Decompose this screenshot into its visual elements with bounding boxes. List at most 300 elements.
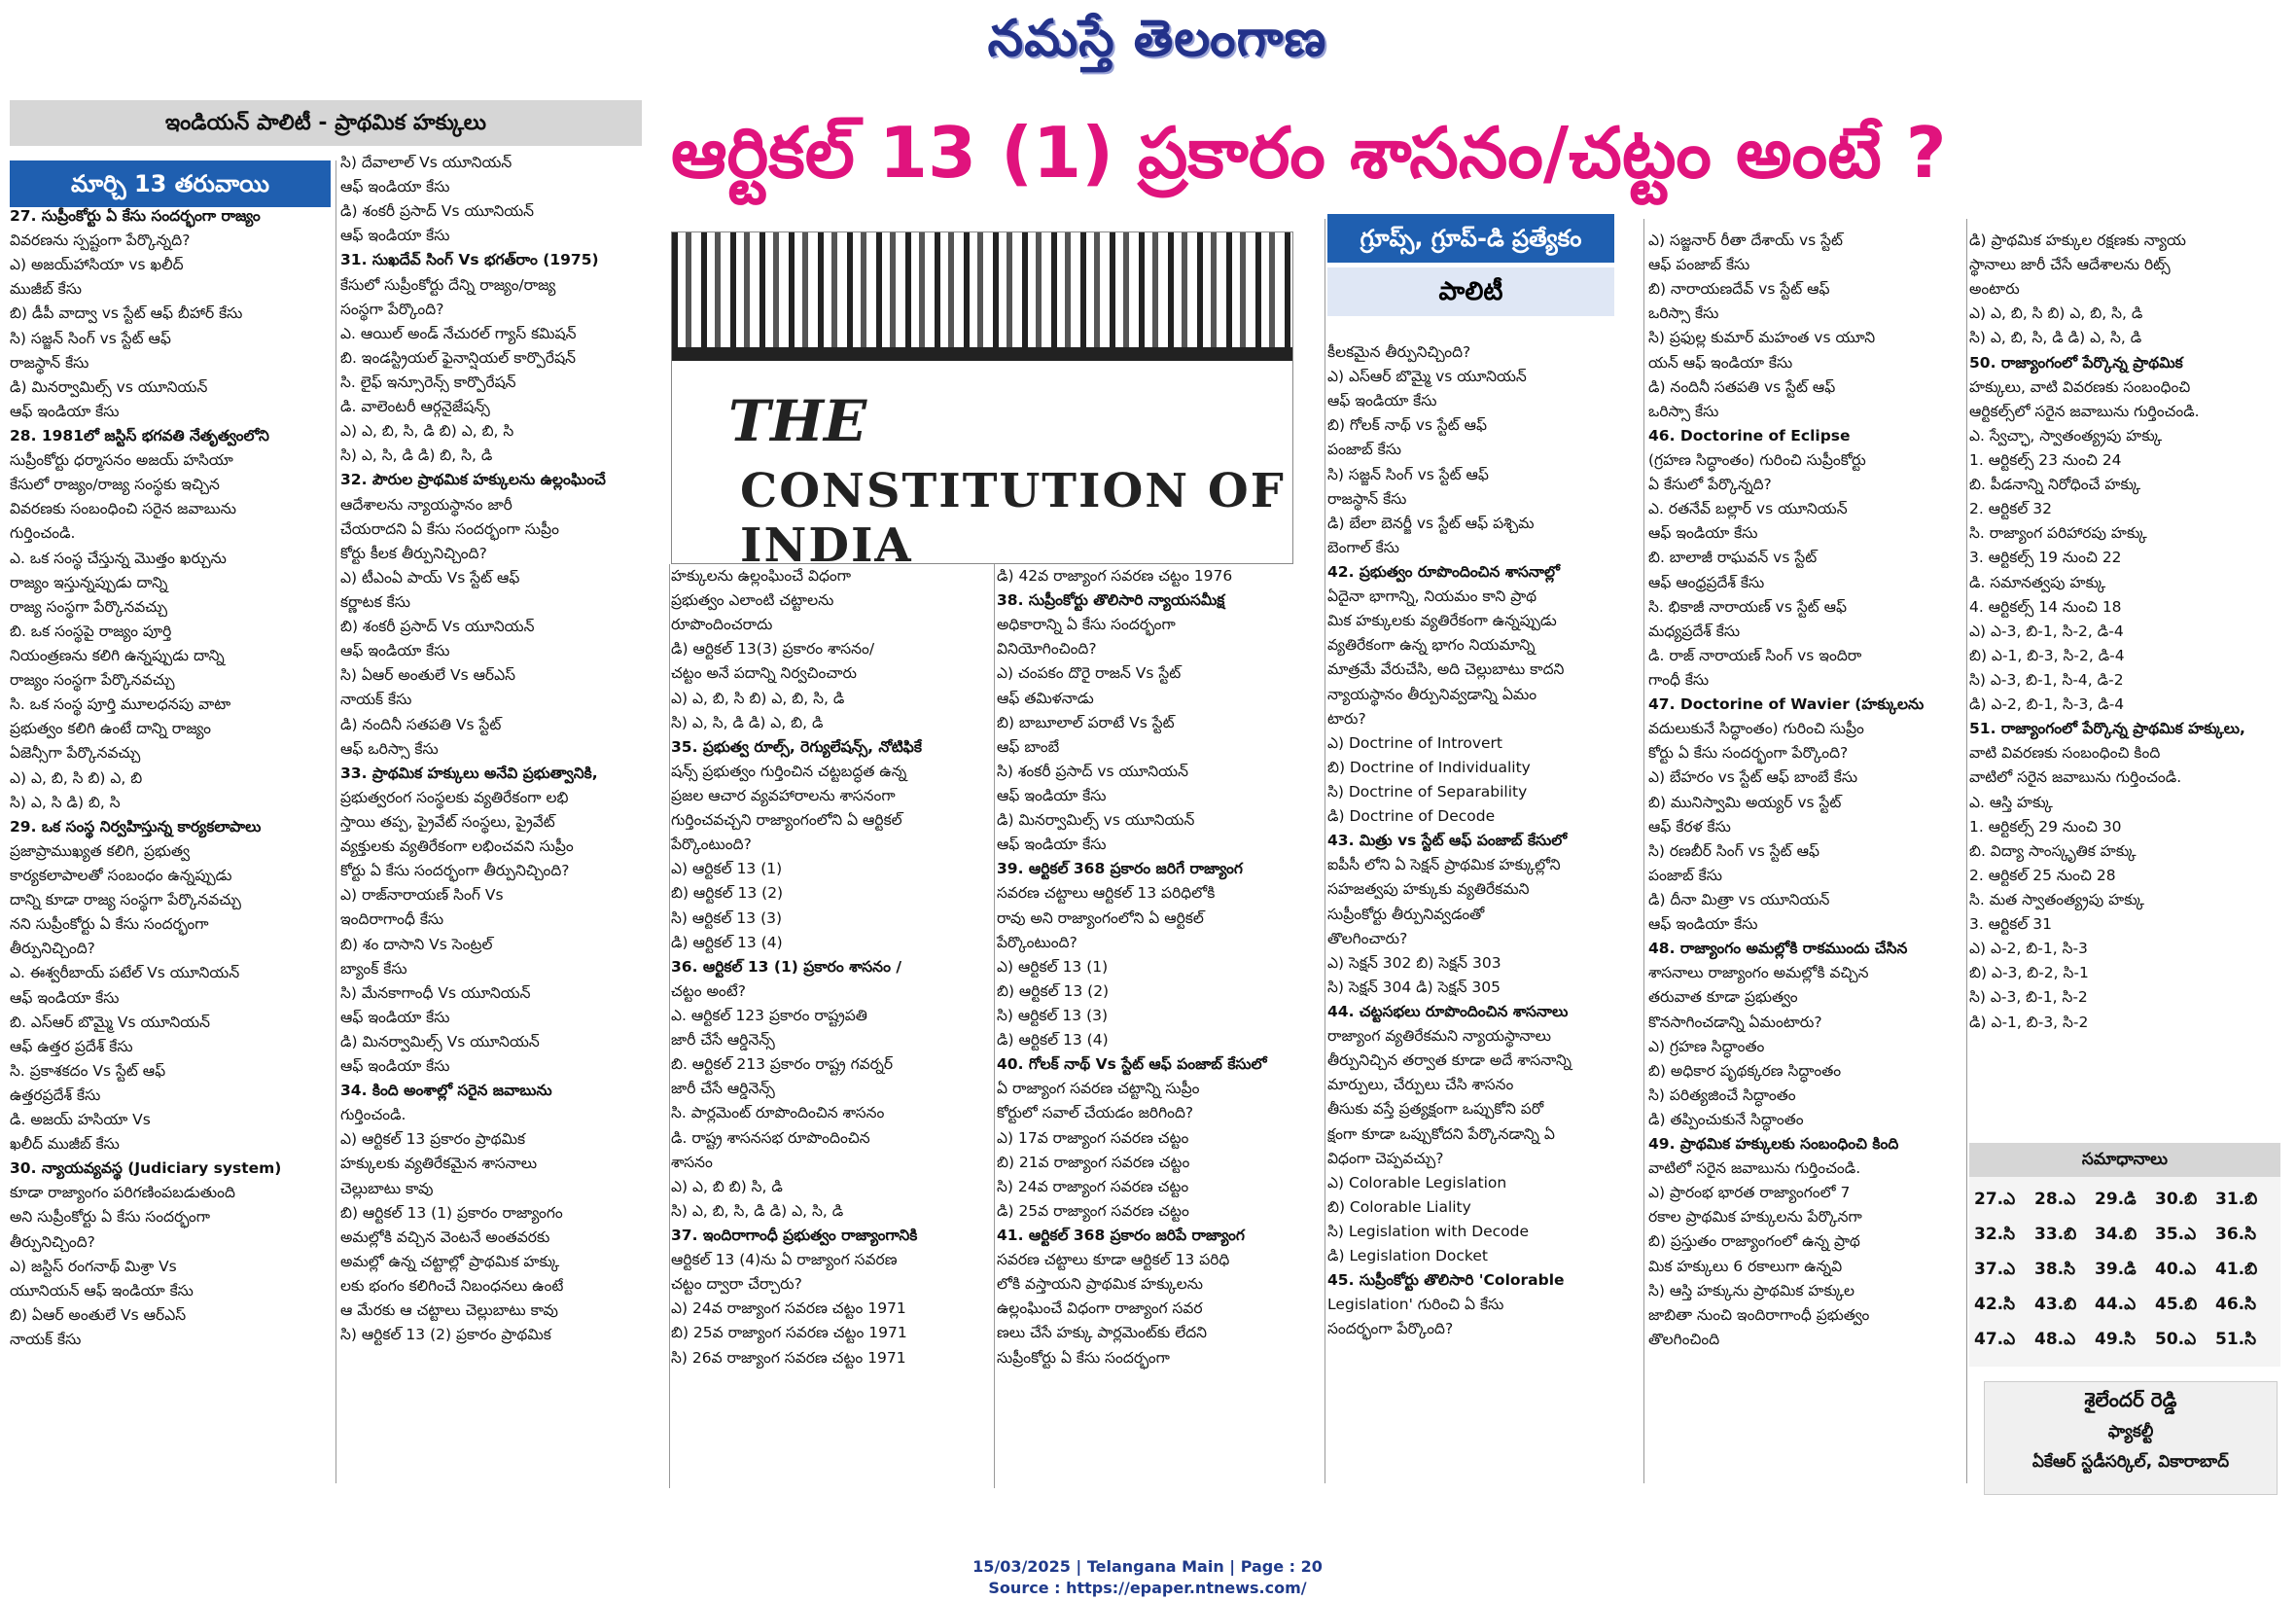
text-line: బి. విద్యా సాంస్కృతిక హక్కు (1969, 841, 2137, 860)
text-line: ఒరిస్సా కేసు (1648, 402, 1719, 420)
text-line: షన్స్ ప్రభుత్వం గుర్తించిన చట్టబద్ధత ఉన్న (671, 762, 907, 780)
ornament-border (672, 232, 1292, 347)
text-line: డి) ఆర్టికల్ 13(3) ప్రకారం శాసనం/ (671, 640, 875, 658)
text-line: నాయక్ కేసు (340, 691, 412, 709)
text-line: 3. ఆర్టికల్స్ 19 నుంచి 22 (1969, 549, 2122, 567)
text-line: డి) Doctrine of Decode (1327, 807, 1496, 826)
text-line: బి) Doctrine of Individuality (1327, 758, 1531, 776)
text-line: దాన్ని కూడా రాజ్య సంస్థగా పేర్కొనవచ్చు (10, 891, 241, 909)
text-line: తొలగించింది (1648, 1330, 1720, 1348)
text-line: సి) ఎ-3, బి-1, సి-4, డి-2 (1969, 670, 2124, 689)
text-line: అమల్లో ఉన్న చట్టాల్లో ప్రాథమిక హక్కు (340, 1252, 560, 1270)
text-line: ఎ) చంపకం దొరై రాజన్ Vs స్టేట్ (997, 664, 1182, 683)
column-7 (1969, 229, 2290, 1035)
text-line: డి) శంకరీ ప్రసాద్ Vs యూనియన్ (340, 202, 535, 221)
text-line: టారు? (1327, 709, 1366, 728)
text-line: 31. సుఖదేవ్ సింగ్ Vs భగత్‌రాం (1975) (340, 251, 599, 269)
text-line: సి) ఏఆర్ అంతులే Vs ఆర్‌ఎస్ (340, 666, 516, 685)
text-line: 35. ప్రభుత్వ రూల్స్, రెగ్యులేషన్స్, నోటిఫికే (671, 737, 922, 756)
text-line: కోర్టు ఏ కేసు సందర్భంగా పేర్కొంది? (1648, 744, 1849, 763)
text-line: సి. మత స్వాతంత్య్రపు హక్కు (1969, 890, 2144, 908)
text-line: పంజాబ్ కేసు (1648, 866, 1722, 884)
text-line: 46. Doctorine of Eclipse (1648, 426, 1851, 445)
text-line: మధ్యప్రదేశ్ కేసు (1648, 622, 1741, 640)
text-line: చట్టం ద్వారా చేర్చారు? (671, 1275, 802, 1294)
text-line: కీలకమైన తీర్పునిచ్చింది? (1327, 343, 1471, 361)
text-line: సి. పార్లమెంట్ రూపొందించిన శాసనం (671, 1104, 885, 1122)
text-line: డి. రాష్ట్ర శాసనసభ రూపొందించిన (671, 1128, 870, 1147)
ornament-rule (672, 347, 1292, 361)
text-line: డి) మినర్వామిల్స్ vs యూనియన్ (10, 377, 208, 396)
answer-item: 35.ఎ (2155, 1225, 2197, 1244)
footer-date-line: 15/03/2025 | Telangana Main | Page : 20 (972, 1557, 1323, 1576)
text-line: ఉత్తరప్రదేశ్ కేసు (10, 1085, 101, 1104)
text-line: నియంత్రణను కలిగి ఉన్నప్పుడు దాన్ని (10, 646, 225, 664)
text-line: ఒరిస్సా కేసు (1648, 304, 1719, 323)
text-line: డి) 25వ రాజ్యాంగ సవరణ చట్టం (997, 1201, 1189, 1220)
column-5 (1327, 340, 1648, 1341)
text-line: డి) మినర్వామిల్స్ vs యూనియన్ (997, 811, 1195, 830)
text-line: సి) ఎ, బి, సి, డి డి) ఎ, సి, డి (671, 1201, 844, 1220)
text-line: ఎ. ఒక సంస్థ చేస్తున్న మొత్తం ఖర్చును (10, 549, 227, 567)
text-line: బెంగాల్ కేసు (1327, 538, 1400, 556)
text-line: 49. ప్రాథమిక హక్కులకు సంబంధించి కింది (1648, 1135, 1899, 1154)
text-line: బి) 25వ రాజ్యాంగ సవరణ చట్టం 1971 (671, 1324, 907, 1342)
column-divider (1643, 219, 1644, 1483)
text-line: ఆఫ్ ఇండియా కేసు (340, 642, 450, 660)
text-line: చేయరాదని ఏ కేసు సందర్భంగా సుప్రీం (340, 519, 559, 538)
text-line: హక్కులను ఉల్లంఘించే విధంగా (671, 567, 852, 585)
text-line: ఆఫ్ ఇండియా కేసు (997, 836, 1107, 854)
text-line: రాజ్యాంగ వ్యతిరేకమని న్యాయస్థానాలు (1327, 1027, 1551, 1046)
column-divider (669, 564, 670, 1488)
text-line: శాసనాలు రాజ్యాంగం అమల్లోకి వచ్చిన (1648, 964, 1869, 982)
answers-grid (1974, 1182, 2276, 1357)
answer-item: 45.బి (2155, 1295, 2198, 1314)
text-line: బి) 21వ రాజ్యాంగ సవరణ చట్టం (997, 1153, 1190, 1171)
text-line: కోర్టు ఏ కేసు సందర్భంగా తీర్పునిచ్చింది? (340, 862, 570, 880)
text-line: సి. రాజ్యాంగ పరిహారపు హక్కు (1969, 524, 2147, 543)
text-line: బి) గోలక్ నాథ్ vs స్టేట్ ఆఫ్ (1327, 416, 1488, 435)
image-title-constitution: CONSTITUTION OF INDIA (740, 464, 1286, 564)
text-line: డి) నందినీ సతపతి vs స్టేట్ ఆఫ్ (1648, 377, 1836, 396)
text-line: జారీ చేసే ఆర్డినెన్స్ (671, 1080, 775, 1098)
text-line: ఎ) బేహరం vs స్టేట్ ఆఫ్ బాంబే కేసు (1648, 768, 1858, 787)
text-line: ఆఫ్ ఇండియా కేసు (340, 178, 450, 196)
text-line: డి) దీనా మిత్రా vs యూనియన్ (1648, 890, 1830, 908)
text-line: స్థానాలు జారీ చేసే ఆదేశాలను రిట్స్ (1969, 256, 2171, 274)
text-line: ఎ) ఎ, బి బి) సి, డి (671, 1177, 783, 1195)
text-line: ప్రజల ఆచార వ్యవహారాలను శాసనంగా (671, 786, 896, 804)
text-line: సి. ప్రకాశకదం Vs స్టేట్ ఆఫ్ (10, 1061, 166, 1080)
answer-item: 38.సి (2034, 1260, 2076, 1279)
text-line: ఆఫ్ ఇండియా కేసు (340, 1008, 450, 1026)
text-line: సందర్భంగా పేర్కొంది? (1327, 1320, 1454, 1338)
answer-item: 47.ఎ (1974, 1330, 2016, 1349)
footer-source-line: Source : https://epaper.ntnews.com/ (988, 1578, 1307, 1597)
text-line: రావు అని రాజ్యాంగంలోని ఏ ఆర్టికల్ (997, 908, 1204, 927)
text-line: సి) ఆస్తి హక్కును ప్రాథమిక హక్కుల (1648, 1281, 1854, 1299)
text-line: 2. ఆర్టికల్ 32 (1969, 500, 2053, 518)
text-line: జారీ చేసే ఆర్డినెన్స్ (671, 1031, 775, 1050)
text-line: సి) దేవాలాల్ Vs యూనియన్ (340, 154, 512, 171)
text-line: గుర్తించవచ్చని రాజ్యాంగంలోని ఏ ఆర్టికల్ (671, 811, 902, 830)
text-line: సి) Legislation with Decode (1327, 1222, 1530, 1240)
text-line: బి. ఇండస్ట్రియల్ ఫైనాన్షియల్ కార్పొరేషన్ (340, 348, 577, 367)
text-line: తీర్పునిచ్చిన తర్వాత కూడా అదే శాసనాన్ని (1327, 1051, 1572, 1070)
text-line: సి) రణబీర్ సింగ్ vs స్టేట్ ఆఫ్ (1648, 841, 1819, 860)
column-6 (1648, 229, 1969, 1352)
column-4 (997, 564, 1323, 1370)
text-line: ప్రభుత్వరంగ సంస్థలకు వ్యతిరేకంగా లభి (340, 788, 569, 806)
text-line: తరువాత కూడా ప్రభుత్వం (1648, 988, 1798, 1007)
footer (875, 1556, 1420, 1598)
text-line: 37. ఇందిరాగాంధీ ప్రభుత్వం రాజ్యాంగానికి (671, 1226, 918, 1244)
masthead-logo: నమస్తే తెలంగాణ (987, 10, 1327, 68)
text-line: హక్కులకు వ్యతిరేకమైన శాసనాలు (340, 1155, 538, 1173)
text-line: ఎ) ఎ, బి, సి బి) ఎ, బి, సి, డి (671, 689, 845, 707)
text-line: సి) సజ్జన్ సింగ్ vs స్టేట్ ఆఫ్ (1327, 465, 1489, 483)
text-line: సి) శంకరీ ప్రసాద్ vs యూనియన్ (997, 762, 1188, 780)
column-divider (994, 564, 995, 1488)
text-line: సుప్రీంకోర్టు ధర్మాసనం అజయ్ హసియా (10, 451, 233, 470)
answer-item: 48.ఎ (2034, 1330, 2076, 1349)
answer-item: 44.ఎ (2095, 1295, 2137, 1314)
text-line: ఆర్టికల్స్‌లో సరైన జవాబును గుర్తించండి. (1969, 402, 2200, 420)
answers-heading: సమాధానాలు (1969, 1143, 2280, 1177)
answer-item: 37.ఎ (1974, 1260, 2016, 1279)
answer-item: 50.ఎ (2155, 1330, 2197, 1349)
text-line: బి) శం దాసాని Vs సెంట్రల్ (340, 935, 493, 953)
text-line: ప్రభుత్వం ఎలాంటి చట్టాలను (671, 591, 834, 610)
text-line: డి) 42వ రాజ్యాంగ సవరణ చట్టం 1976 (997, 567, 1233, 585)
text-line: లోకి వస్తాయని ప్రాథమిక హక్కులను (997, 1275, 1203, 1294)
text-line: ఎ. రతనేవ్ బల్లార్ vs యూనియన్ (1648, 500, 1848, 518)
text-line: చట్టం అనే పదాన్ని నిర్వచించారు (671, 664, 858, 683)
text-line: ఎ) ఆర్టికల్ 13 (1) (671, 860, 783, 878)
text-line: Legislation' గురించి ఏ కేసు (1327, 1296, 1504, 1314)
column-divider (1966, 219, 1967, 1483)
text-line: సి) ఎ-3, బి-1, సి-2 (1969, 988, 2088, 1007)
text-line: సి. భికాజీ నారాయణ్ vs స్టేట్ ఆఫ్ (1648, 597, 1848, 616)
text-line: సి) ఆర్టికల్ 13 (3) (997, 1006, 1109, 1024)
text-line: 29. ఒక సంస్థ నిర్వహిస్తున్న కార్యకలాపాలు (10, 817, 262, 836)
text-line: యూనియన్ ఆఫ్ ఇండియా కేసు (10, 1281, 194, 1299)
text-line: సి) సజ్జన్ సింగ్ vs స్టేట్ ఆఫ్ (10, 329, 171, 347)
text-line: 1. ఆర్టికల్స్ 23 నుంచి 24 (1969, 450, 2122, 469)
text-line: వివరణకు సంబంధించి సరైన జవాబును (10, 500, 236, 518)
text-line: సి) 24వ రాజ్యాంగ సవరణ చట్టం (997, 1177, 1189, 1195)
text-line: ఆఫ్ ఇండియా కేసు (340, 227, 450, 245)
answer-item: 36.సి (2215, 1225, 2257, 1244)
text-line: ఎ) Doctrine of Introvert (1327, 733, 1502, 752)
text-line: యన్ ఆఫ్ ఇండియా కేసు (1648, 353, 1793, 372)
text-line: అని సుప్రీంకోర్టు ఏ కేసు సందర్భంగా (10, 1208, 211, 1227)
text-line: సి) ఎ, సి డి) బి, సి (10, 793, 121, 811)
text-line: ప్రభుత్వం కలిగి ఉంటే దాన్ని రాజ్యం (10, 720, 212, 738)
text-line: జాబితా నుంచి ఇందిరాగాంధీ ప్రభుత్వం (1648, 1305, 1870, 1324)
text-line: ఎ) ఎస్‌ఆర్ బొమ్మై vs యూనియన్ (1327, 368, 1527, 386)
text-line: సహజత్వపు హక్కుకు వ్యతిరేకమని (1327, 880, 1530, 899)
text-line: ఏజెన్సీగా పేర్కొనవచ్చు (10, 744, 141, 763)
text-line: గాంధీ కేసు (1648, 670, 1710, 689)
text-line: ఆఫ్ ఇండియా కేసు (1648, 524, 1758, 543)
text-line: ఐపీసీ లోని ఏ సెక్షన్ ప్రాథమిక హక్కుల్లోని (1327, 856, 1561, 874)
text-line: ఎ) రాజ్‌నారాయణ్ సింగ్ Vs (340, 886, 504, 905)
text-line: బి) ఎ-3, బి-2, సి-1 (1969, 964, 2089, 982)
text-line: ఎ) ఎ-2, బి-1, సి-3 (1969, 940, 2088, 958)
text-line: కార్యకలాపాలతో సంబంధం ఉన్నప్పుడు (10, 866, 232, 884)
image-title-the: THE (728, 388, 867, 454)
text-line: ఇందిరాగాంధీ కేసు (340, 910, 444, 929)
text-line: 27. సుప్రీంకోర్టు ఏ కేసు సందర్భంగా రాజ్యం (10, 207, 261, 225)
author-role: ఫ్యాకల్టీ (2107, 1422, 2154, 1441)
text-line: సి) 26వ రాజ్యాంగ సవరణ చట్టం 1971 (671, 1348, 906, 1367)
text-line: డి) Legislation Docket (1327, 1247, 1488, 1265)
text-line: మాత్రమే వేరుచేసి, అది చెల్లుబాటు కాదని (1327, 660, 1565, 679)
answer-item: 33.బి (2034, 1225, 2077, 1244)
text-line: బి) ప్రస్తుతం రాజ్యాంగంలో ఉన్న ప్రాథ (1648, 1232, 1860, 1251)
text-line: 41. ఆర్టికల్ 368 ప్రకారం జరిపే రాజ్యాంగ (997, 1226, 1245, 1244)
text-line: ఎ) ఆర్టికల్ 13 ప్రకారం ప్రాథమిక (340, 1130, 526, 1149)
text-line: బి. బాలాజీ రాఘవన్ vs స్టేట్ (1648, 549, 1818, 567)
text-line: ఎ) ఎ-3, బి-1, సి-2, డి-4 (1969, 622, 2124, 640)
text-line: ఎ) జస్టిస్ రంగనాథ్ మిశ్రా Vs (10, 1257, 177, 1275)
text-line: బి) అధికార పృథక్కరణ సిద్ధాంతం (1648, 1061, 1842, 1080)
column-2 (340, 151, 666, 1347)
text-line: పంజాబ్ కేసు (1327, 441, 1401, 459)
text-line: ఆఫ్ పంజాబ్ కేసు (1648, 256, 1750, 274)
text-line: వ్యతిరేకంగా ఉన్న భాగం నియమాన్ని (1327, 636, 1536, 655)
text-line: రాజ్యం ఇస్తున్నప్పుడు దాన్ని (10, 573, 168, 591)
column-3 (671, 564, 992, 1370)
text-line: డి) బేలా బెనర్జీ vs స్టేట్ ఆఫ్ పశ్చిమ (1327, 514, 1535, 532)
text-line: ఎ) 17వ రాజ్యాంగ సవరణ చట్టం (997, 1128, 1189, 1147)
text-line: 39. ఆర్టికల్ 368 ప్రకారం జరిగే రాజ్యాంగ (997, 860, 1243, 878)
text-line: 1. ఆర్టికల్స్ 29 నుంచి 30 (1969, 817, 2122, 836)
text-line: ఆఫ్ ఇండియా కేసు (997, 786, 1107, 804)
text-line: ఎ) ఎ, బి, సి బి) ఎ, బి, సి, డి (1969, 304, 2143, 323)
answer-item: 41.బి (2215, 1260, 2258, 1279)
headline: ఆర్టికల్ 13 (1) ప్రకారం శాసనం/చట్టం అంటే ? (671, 112, 1947, 194)
text-line: డి. రాజ్ నారాయణ్ సింగ్ vs ఇందిరా (1648, 646, 1862, 664)
text-line: సుప్రీంకోర్టు తీర్పునివ్వడంతో (1327, 905, 1485, 923)
text-line: 47. Doctorine of Wavier (హక్కులను (1648, 695, 1925, 714)
text-line: డి) ఆర్టికల్ 13 (4) (671, 933, 783, 951)
text-line: 38. సుప్రీంకోర్టు తొలిసారి న్యాయసమీక్ష (997, 591, 1225, 610)
text-line: సి) ఆర్టికల్ 13 (2) ప్రకారం ప్రాథమిక (340, 1326, 551, 1344)
text-line: ఎ) ఎ, బి, సి బి) ఎ, బి (10, 768, 143, 787)
text-line: 51. రాజ్యాంగంలో పేర్కొన్న ప్రాథమిక హక్కులు, (1969, 720, 2245, 738)
text-line: బి. పీడనాన్ని నిరోధించే హక్కు (1969, 476, 2141, 494)
text-line: రాజస్థాన్ కేసు (10, 353, 89, 372)
text-line: 40. గోలక్ నాథ్ Vs స్టేట్ ఆఫ్ పంజాబ్ కేసులో (997, 1055, 1267, 1074)
subhead-continuation: మార్చి 13 తరువాయి (10, 160, 331, 207)
text-line: రాజ్య సంస్థగా పేర్కొనవచ్చు (10, 597, 168, 616)
constitution-image (671, 231, 1293, 564)
text-line: సి) ఎ, సి, డి డి) ఎ, బి, డి (671, 713, 824, 731)
text-line: ఖలీద్ ముజీబ్ కేసు (10, 1135, 120, 1154)
text-line: 50. రాజ్యాంగంలో పేర్కొన్న ప్రాథమిక (1969, 353, 2183, 372)
text-line: ఎ. ఈశ్వరీబాయ్ పటేల్ Vs యూనియన్ (10, 964, 240, 982)
text-line: బి. ఒక సంస్థపై రాజ్యం పూర్తి (10, 622, 172, 640)
text-line: శాసనం (671, 1153, 713, 1171)
text-line: ఆఫ్ తమిళనాడు (997, 689, 1094, 707)
author-org: ఏకేఆర్ స్టడీసర్కిల్, వికారాబాద్ (2031, 1451, 2230, 1472)
author-box (1984, 1381, 2278, 1495)
text-line: గుర్తించండి. (340, 1106, 406, 1124)
answer-item: 40.ఎ (2155, 1260, 2197, 1279)
text-line: ఎ) ఎ, బి, సి, డి బి) ఎ, బి, సి (340, 422, 514, 441)
text-line: డి. సమానత్వపు హక్కు (1969, 573, 2106, 591)
text-line: 3. ఆర్టికల్ 31 (1969, 915, 2053, 934)
text-line: ఆఫ్ ఇండియా కేసు (10, 988, 120, 1007)
answer-item: 39.డి (2095, 1260, 2137, 1279)
text-line: బి) ఏఆర్ అంతులే Vs ఆర్‌ఎస్ (10, 1305, 187, 1324)
text-line: బి) ఆర్టికల్ 13 (2) (671, 884, 784, 903)
text-line: కర్ణాటక కేసు (340, 592, 410, 611)
text-line: ఎ. ఆర్టికల్ 123 ప్రకారం రాష్ట్రపతి (671, 1006, 867, 1024)
text-line: కొనసాగించడాన్ని ఏమంటారు? (1648, 1013, 1822, 1031)
text-line: 34. కింది అంశాల్లో సరైన జవాబును (340, 1082, 552, 1100)
text-line: ఎ) సజ్జనార్ రీతా దేశాయ్ vs స్టేట్ (1648, 231, 1843, 249)
text-line: బి) బాబూలాల్ పరాటే Vs స్టేట్ (997, 713, 1175, 731)
text-line: వాటిలో సరైన జవాబును గుర్తించండి. (1969, 768, 2182, 787)
text-line: బి. ఎస్‌ఆర్ బొమ్మై Vs యూనియన్ (10, 1013, 211, 1031)
text-line: సి) పరిత్యజించే సిద్ధాంతం (1648, 1085, 1796, 1104)
text-line: ఉల్లంఘించే విధంగా రాజ్యాంగ సవర (997, 1299, 1203, 1318)
text-line: ఆఫ్ ఇండియా కేసు (1648, 915, 1758, 934)
answer-item: 46.సి (2215, 1295, 2257, 1314)
text-line: రూపొందించరాదు (671, 616, 773, 634)
text-line: 33. ప్రాథమిక హక్కులు అనేవి ప్రభుత్వానికి, (340, 764, 598, 782)
text-line: సంస్థగా పేర్కొంది? (340, 300, 444, 318)
text-line: ఎ) 24వ రాజ్యాంగ సవరణ చట్టం 1971 (671, 1299, 906, 1318)
text-line: నని సుప్రీంకోర్టు ఏ కేసు సందర్భంగా (10, 915, 209, 934)
text-line: ఆఫ్ ఉత్తర ప్రదేశ్ కేసు (10, 1037, 133, 1055)
text-line: ఆఫ్ ఒరిస్సా కేసు (340, 739, 439, 758)
text-line: వివరణను స్పష్టంగా పేర్కొన్నది? (10, 231, 191, 250)
text-line: బి) ఆర్టికల్ 13 (1) ప్రకారం రాజ్యాంగం (340, 1203, 563, 1222)
text-line: బి) ఆర్టికల్ 13 (2) (997, 981, 1110, 1000)
text-line: సి. లైఫ్ ఇన్సూరెన్స్ కార్పొరేషన్ (340, 373, 516, 391)
text-line: కేసులో సుప్రీంకోర్టు దేన్ని రాజ్యం/రాజ్య (340, 275, 556, 294)
text-line: బి) మునిస్వామి అయ్యర్ vs స్టేట్ (1648, 793, 1842, 811)
text-line: ఎ) ప్రారంభ భారత రాజ్యాంగంలో 7 (1648, 1184, 1851, 1202)
text-line: వినియోగించింది? (997, 640, 1097, 658)
text-line: లకు భంగం కలిగించే నిబంధనలు ఉంటే (340, 1277, 564, 1296)
answer-item: 42.సి (1974, 1295, 2016, 1314)
text-line: బి) డీపీ వాద్వా vs స్టేట్ ఆఫ్ బీహార్ కేసు (10, 304, 243, 323)
text-line: ఆదేశాలను న్యాయస్థానం జారీ (340, 495, 512, 514)
text-line: డి) ఎ-2, బి-1, సి-3, డి-4 (1969, 695, 2125, 714)
text-line: ఏ కేసులో పేర్కొన్నది? (1648, 476, 1772, 494)
text-line: రాజ్యం సంస్థగా పేర్కొనవచ్చు (10, 671, 175, 690)
text-line: ఎ. ఆయిల్ అండ్ నేచురల్ గ్యాస్ కమిషన్ (340, 324, 577, 342)
text-line: బి) ఎ-1, బి-3, సి-2, డి-4 (1969, 646, 2125, 664)
text-line: ఆఫ్ బాంబే (997, 737, 1060, 756)
text-line: 30. న్యాయవ్యవస్థ (Judiciary system) (10, 1159, 282, 1178)
section-strip: ఇండియన్ పాలిటీ - ప్రాథమిక హక్కులు (10, 100, 642, 146)
text-line: ఎ) Colorable Legislation (1327, 1173, 1507, 1192)
group-tag: గ్రూప్స్, గ్రూప్-డి ప్రత్యేకం (1327, 214, 1614, 263)
text-line: ఏ రాజ్యాంగ సవరణ చట్టాన్ని సుప్రీం (997, 1080, 1200, 1098)
text-line: ఎ) ఆర్టికల్ 13 (1) (997, 957, 1109, 976)
text-line: 2. ఆర్టికల్ 25 నుంచి 28 (1969, 866, 2116, 884)
text-line: ణలు చేసే హక్కు పార్లమెంట్‌కు లేదని (997, 1324, 1208, 1342)
text-line: 28. 1981లో జస్టిస్ భగవతి నేతృత్వంలోని (10, 426, 269, 445)
text-line: కూడా రాజ్యాంగం పరిగణింపబడుతుంది (10, 1184, 235, 1202)
text-line: డి) ప్రాథమిక హక్కుల రక్షణకు న్యాయ (1969, 231, 2186, 249)
text-line: బి. ఆర్టికల్ 213 ప్రకారం రాష్ట్ర గవర్నర్ (671, 1055, 894, 1074)
text-line: డి) ఎ-1, బి-3, సి-2 (1969, 1013, 2089, 1031)
text-line: సి) Doctrine of Separability (1327, 782, 1528, 800)
text-line: డి) మినర్వామిల్స్ Vs యూనియన్ (340, 1032, 540, 1050)
text-line: ఆ మేరకు ఆ చట్టాలు చెల్లుబాటు కావు (340, 1301, 558, 1320)
text-line: సి) ప్రఫుల్ల కుమార్ మహంత vs యూని (1648, 329, 1876, 347)
text-line: వాటి వివరణకు సంబంధించి కింది (1969, 744, 2161, 763)
text-line: ఏదైనా భాగాన్ని, నియమం కాని ప్రాథ (1327, 587, 1537, 606)
text-line: బి) శంకరీ ప్రసాద్ Vs యూనియన్ (340, 618, 535, 636)
text-line: గుర్తించండి. (10, 524, 76, 543)
text-line: 48. రాజ్యాంగం అమల్లోకి రాకముందు చేసిన (1648, 940, 1908, 958)
text-line: అధికారాన్ని ఏ కేసు సందర్భంగా (997, 616, 1176, 634)
subject-tag: పాలిటీ (1327, 267, 1614, 316)
text-line: వాటిలో సరైన జవాబును గుర్తించండి. (1648, 1159, 1861, 1178)
text-line: 44. చట్టసభలు రూపొందించిన శాసనాలు (1327, 1002, 1569, 1020)
text-line: బి) Colorable Liality (1327, 1197, 1471, 1216)
text-line: ఎ) గ్రహణ సిద్ధాంతం (1648, 1037, 1765, 1055)
text-line: ప్రజాప్రాముఖ్యత కలిగి, ప్రభుత్వ (10, 841, 191, 860)
text-line: ఆఫ్ ఇండియా కేసు (340, 1057, 450, 1076)
text-line: డి) ఆర్టికల్ 13 (4) (997, 1031, 1109, 1050)
text-line: తొలగించారు? (1327, 929, 1408, 947)
text-line: కేసులో రాజ్యం/రాజ్య సంస్థకు ఇచ్చిన (10, 476, 220, 494)
answer-item: 34.బి (2095, 1225, 2137, 1244)
text-line: వదులుకునే సిద్ధాంతం) గురించి సుప్రీం (1648, 720, 1864, 738)
text-line: ఆఫ్ కేరళ కేసు (1648, 817, 1731, 836)
text-line: అమల్లోకి వచ్చిన వెంటనే అంతవరకు (340, 1227, 550, 1246)
text-line: 45. సుప్రీంకోర్టు తొలిసారి 'Colorable (1327, 1271, 1565, 1290)
answer-item: 30.బి (2155, 1190, 2198, 1209)
text-line: డి) నందినీ సతపతి Vs స్టేట్ (340, 715, 502, 733)
answer-item: 51.సి (2215, 1330, 2257, 1349)
text-line: సి) ఎ, బి, సి, డి డి) ఎ, సి, డి (1969, 329, 2142, 347)
text-line: కోర్టు కీలక తీర్పునిచ్చింది? (340, 544, 487, 562)
text-line: డి. అజయ్ హసియా Vs (10, 1111, 151, 1129)
text-line: విధంగా చెప్పవచ్చు? (1327, 1149, 1444, 1167)
text-line: హక్కులు, వాటి వివరణకు సంబంధించి (1969, 377, 2191, 396)
text-line: మార్పులు, చేర్పులు చేసి శాసనం (1327, 1076, 1514, 1094)
answer-item: 29.డి (2095, 1190, 2137, 1209)
text-line: రాజస్థాన్ కేసు (1327, 489, 1407, 508)
text-line: ఆఫ్ ఆంధ్రప్రదేశ్ కేసు (1648, 573, 1765, 591)
text-line: తీసుకు వస్తే ప్రత్యక్షంగా ఒప్పుకోని పరో (1327, 1100, 1544, 1119)
answer-item: 32.సి (1974, 1225, 2016, 1244)
text-line: ఆర్టికల్ 13 (4)ను ఏ రాజ్యాంగ సవరణ (671, 1251, 898, 1269)
text-line: తీర్పునిచ్చింది? (10, 940, 95, 958)
column-1 (10, 204, 331, 1352)
text-line: బి) నారాయణదేవ్ vs స్టేట్ ఆఫ్ (1648, 280, 1830, 299)
text-line: ఎ. స్వేచ్ఛా, స్వాతంత్య్రపు హక్కు (1969, 426, 2163, 445)
text-line: సి) ఎ, సి, డి డి) బి, సి, డి (340, 446, 493, 465)
text-line: సి) ఆర్టికల్ 13 (3) (671, 908, 783, 927)
text-line: మిక హక్కులకు వ్యతిరేకంగా ఉన్నప్పుడు (1327, 612, 1557, 630)
text-line: బ్యాంక్ కేసు (340, 959, 407, 978)
text-line: ఆఫ్ ఇండియా కేసు (1327, 392, 1437, 410)
text-line: 32. పౌరుల ప్రాథమిక హక్కులను ఉల్లంఘించే (340, 471, 606, 489)
text-line: సి) సెక్షన్ 304 డి) సెక్షన్ 305 (1327, 978, 1501, 996)
